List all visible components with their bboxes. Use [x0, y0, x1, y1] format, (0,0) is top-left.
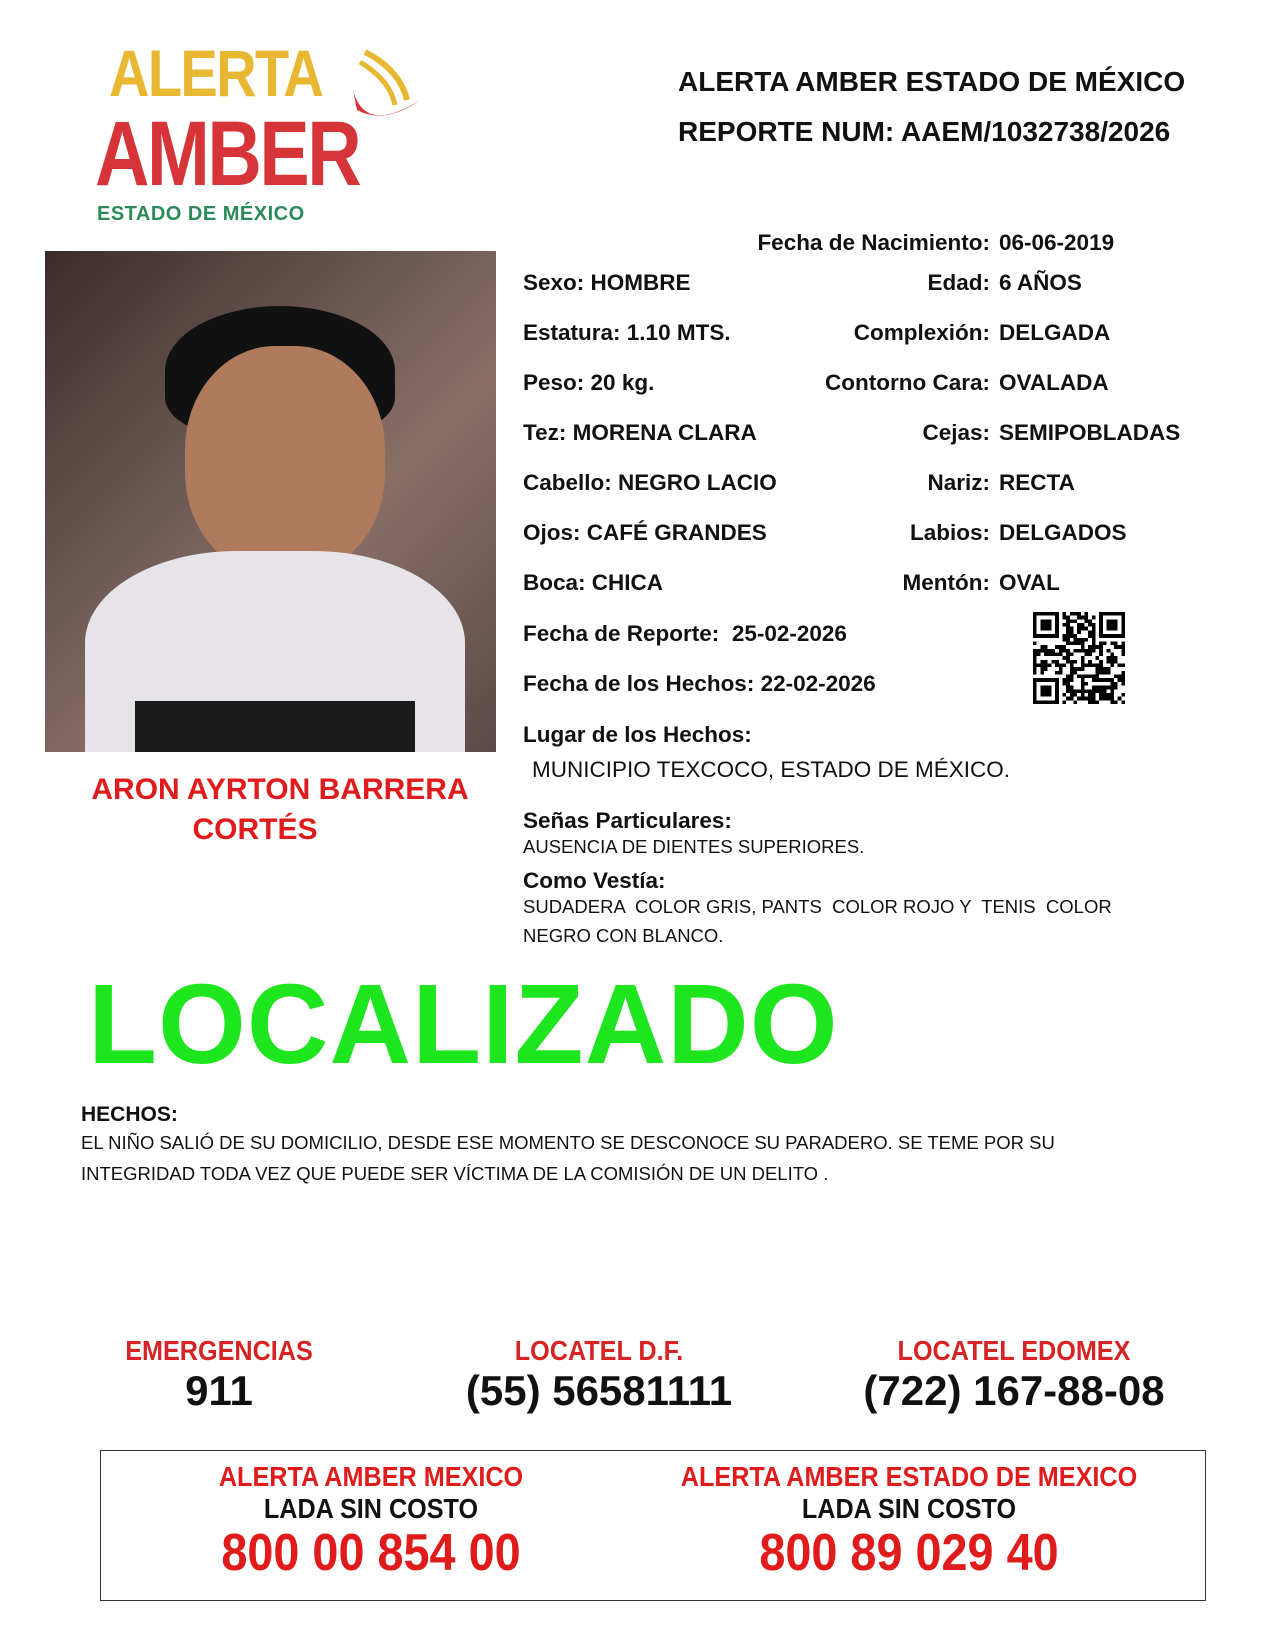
header-title: ALERTA AMBER ESTADO DE MÉXICO: [678, 66, 1186, 97]
field-row: [523, 570, 663, 596]
facts-line1: EL NIÑO SALIÓ DE SU DOMICILIO, DESDE ESE MOMENTO SE DESCONOCE SU PARADERO. SE TEME POR SU: [81, 1132, 1055, 1153]
field-value: HOMBRE: [590, 270, 691, 295]
field-value: 20 kg.: [590, 370, 655, 395]
hotline-title: ALERTA AMBER ESTADO DE MEXICO: [680, 1461, 1138, 1492]
report-date-value: 25-02-2026: [731, 621, 847, 646]
field-value: CAFÉ GRANDES: [586, 520, 767, 545]
hotline-title: ALERTA AMBER MEXICO: [218, 1461, 524, 1492]
field-label: Tez:: [523, 420, 567, 445]
clothes-line1: SUDADERA COLOR GRIS, PANTS COLOR ROJO Y TENIS COLOR: [523, 896, 1112, 917]
place-value: MUNICIPIO TEXCOCO, ESTADO DE MÉXICO.: [532, 757, 1010, 782]
contact-title: LOCATEL D.F.: [514, 1335, 684, 1366]
hotline-sub: LADA SIN COSTO: [263, 1493, 479, 1524]
alerta-amber-logo: [95, 36, 425, 230]
field-value: OVAL: [999, 570, 1060, 595]
field-label: Ojos:: [523, 520, 581, 545]
field-value: CHICA: [591, 570, 664, 595]
person-name-line2: CORTÉS: [192, 813, 318, 846]
place-label: Lugar de los Hechos:: [523, 722, 752, 747]
facts-line2: INTEGRIDAD TODA VEZ QUE PUEDE SER VÍCTIMA DE LA COMISIÓN DE UN DELITO .: [81, 1163, 829, 1184]
hotline-number[interactable]: 800 89 029 40: [759, 1524, 1059, 1582]
field-row: [523, 270, 691, 296]
hotline-amber-mexico: [171, 1461, 571, 1582]
hotline-sub: LADA SIN COSTO: [801, 1493, 1017, 1524]
field-row: [523, 470, 777, 496]
field-value: SEMIPOBLADAS: [999, 420, 1181, 445]
clothes-label: Como Vestía:: [523, 868, 666, 893]
qr-code[interactable]: [1033, 612, 1125, 704]
logo-text-alerta: ALERTA: [109, 36, 323, 110]
facts-label: HECHOS:: [81, 1103, 178, 1126]
field-value: RECTA: [999, 470, 1075, 495]
field-value: DELGADA: [999, 320, 1111, 345]
field-value: MORENA CLARA: [572, 420, 757, 445]
contact-title: EMERGENCIAS: [125, 1335, 313, 1366]
contact-locatel-edomex: [834, 1335, 1194, 1415]
clothes-line2: NEGRO CON BLANCO.: [523, 925, 724, 946]
field-label: Complexión:: [853, 320, 990, 345]
contact-emergencias: [69, 1335, 369, 1415]
field-label: Edad:: [927, 270, 990, 295]
field-label: Nariz:: [927, 470, 990, 495]
person-name-line1: ARON AYRTON BARRERA: [91, 773, 469, 806]
field-label: Boca:: [523, 570, 586, 595]
report-date-label: Fecha de Reporte:: [523, 621, 720, 646]
birth-date-value: 06-06-2019: [999, 230, 1115, 255]
event-date-label: Fecha de los Hechos:: [523, 671, 755, 696]
field-label: Peso:: [523, 370, 585, 395]
logo-text-amber: AMBER: [95, 103, 360, 205]
report-date: [523, 621, 847, 647]
field-label: Mentón:: [902, 570, 990, 595]
birth-date-label: Fecha de Nacimiento:: [757, 230, 990, 255]
field-row: [523, 370, 654, 396]
contact-title: LOCATEL EDOMEX: [897, 1335, 1131, 1366]
field-row: [523, 420, 757, 446]
field-value: 6 AÑOS: [999, 270, 1082, 295]
field-value: 1.10 MTS.: [626, 320, 731, 345]
field-label: Estatura:: [523, 320, 621, 345]
contact-number[interactable]: (55) 56581111: [465, 1367, 733, 1414]
field-row: [523, 520, 767, 546]
field-value: DELGADOS: [999, 520, 1127, 545]
field-label: Cejas:: [922, 420, 990, 445]
marks-label: Señas Particulares:: [523, 808, 732, 833]
contact-number[interactable]: 911: [185, 1367, 253, 1414]
hotline-number[interactable]: 800 00 854 00: [221, 1524, 521, 1582]
contact-locatel-df: [434, 1335, 764, 1415]
event-date: [523, 671, 876, 697]
field-row: [523, 320, 731, 346]
marks-value: AUSENCIA DE DIENTES SUPERIORES.: [523, 836, 865, 857]
person-photo: [45, 251, 496, 752]
field-label: Cabello:: [523, 470, 612, 495]
contact-number[interactable]: (722) 167-88-08: [863, 1367, 1165, 1414]
field-label: Labios:: [909, 520, 990, 545]
field-label: Sexo:: [523, 270, 585, 295]
field-label: Contorno Cara:: [825, 370, 990, 395]
event-date-value: 22-02-2026: [760, 671, 876, 696]
report-number: REPORTE NUM: AAEM/1032738/2026: [678, 116, 1171, 147]
field-value: OVALADA: [999, 370, 1109, 395]
hotline-amber-edomex: [639, 1461, 1179, 1582]
field-value: NEGRO LACIO: [618, 470, 777, 495]
logo-text-estado: ESTADO DE MÉXICO: [97, 203, 305, 225]
localizado-stamp: LOCALIZADO: [88, 961, 839, 1087]
hotline-box: [100, 1450, 1206, 1601]
logo-horn-icon: [345, 40, 425, 150]
